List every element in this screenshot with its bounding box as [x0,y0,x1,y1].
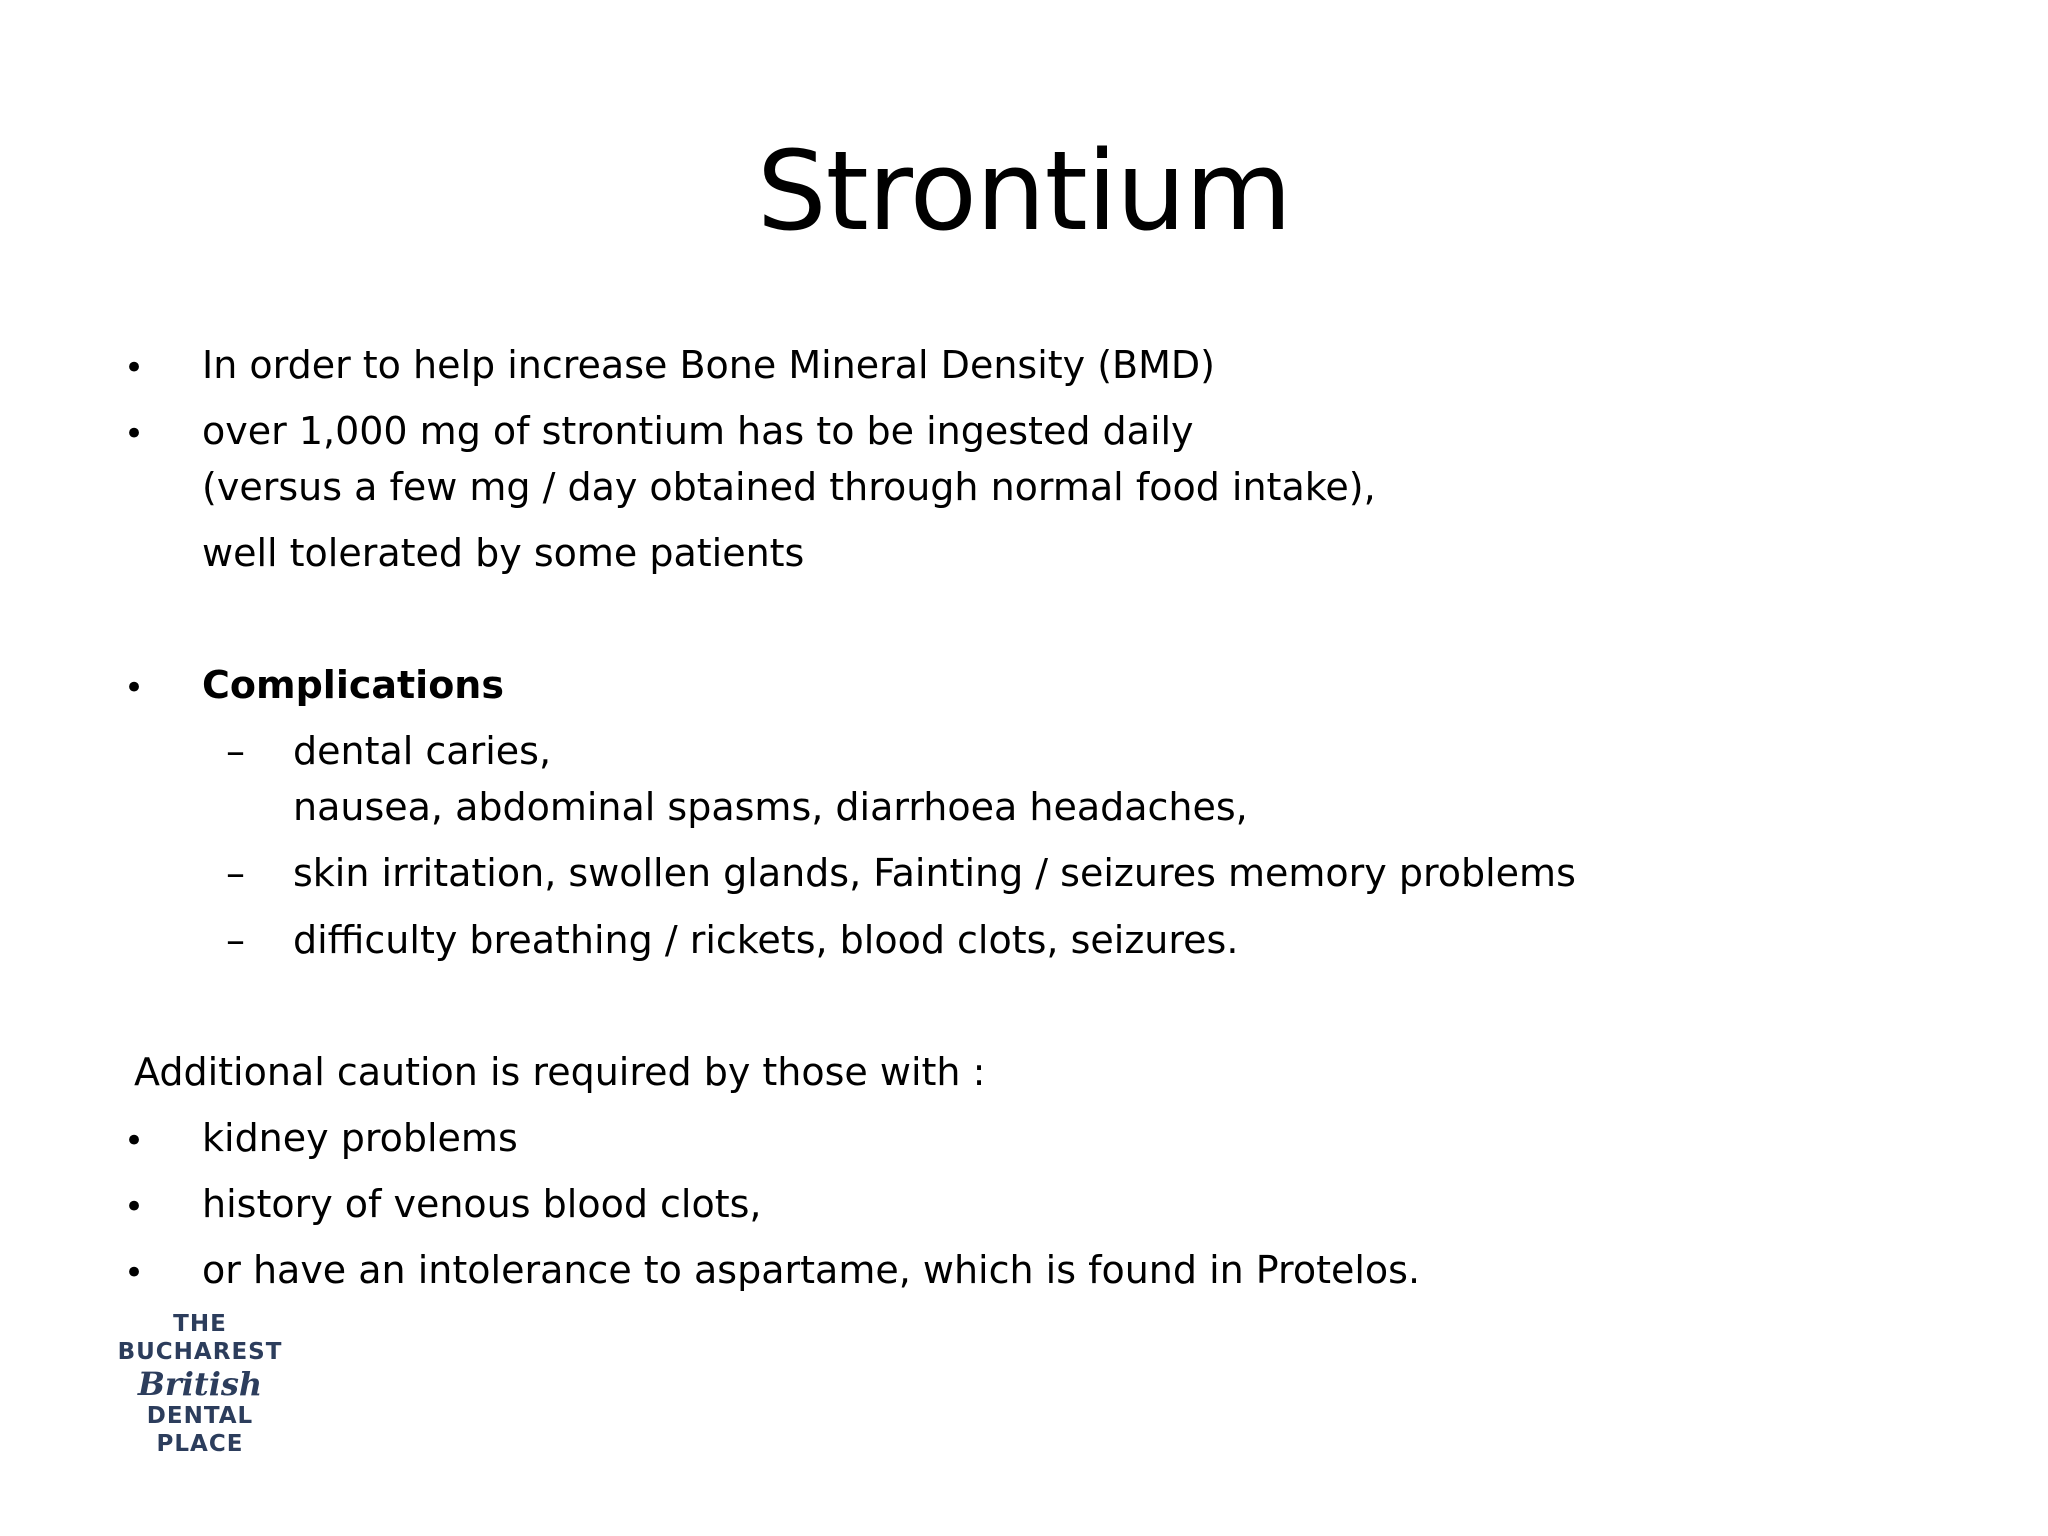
complications-heading: Complications [202,663,504,707]
logo-line-bucharest: BUCHAREST [117,1339,283,1365]
intro-item-2-line-3: well tolerated by some patients [202,531,805,575]
caution-item-2: history of venous blood clots, [202,1182,762,1226]
logo-line-the: THE [173,1311,227,1337]
bullet-marker: • [124,414,145,454]
bullet-marker: • [124,668,145,708]
complication-1-line-2: nausea, abdominal spasms, diarrhoea headaches, [293,785,1248,829]
complication-2: skin irritation, swollen glands, Fainting / seizures memory problems [293,851,1576,895]
caution-item-1: kidney problems [202,1116,518,1160]
bullet-marker: • [124,1187,145,1227]
clinic-logo [100,1310,300,1458]
intro-item-2-line-2: (versus a few mg / day obtained through normal food intake), [202,465,1376,509]
bullet-marker: • [124,1121,145,1161]
bullet-marker: • [124,348,145,388]
caution-heading: Additional caution is required by those with : [134,1050,986,1094]
dash-marker: – [226,918,245,962]
dash-marker: – [226,851,245,895]
slide-title: Strontium [756,127,1292,255]
logo-line-british: British [137,1365,263,1403]
dash-marker: – [226,729,245,773]
intro-item-2-line-1: over 1,000 mg of strontium has to be ingested daily [202,409,1194,453]
bullet-marker: • [124,1253,145,1293]
complication-3: difficulty breathing / rickets, blood clots, seizures. [293,918,1239,962]
complication-1-line-1: dental caries, [293,729,552,773]
logo-line-dental-place: DENTAL PLACE [146,1403,254,1457]
caution-item-3: or have an intolerance to aspartame, which is found in Protelos. [202,1248,1421,1292]
intro-item-1: In order to help increase Bone Mineral Density (BMD) [202,343,1215,387]
